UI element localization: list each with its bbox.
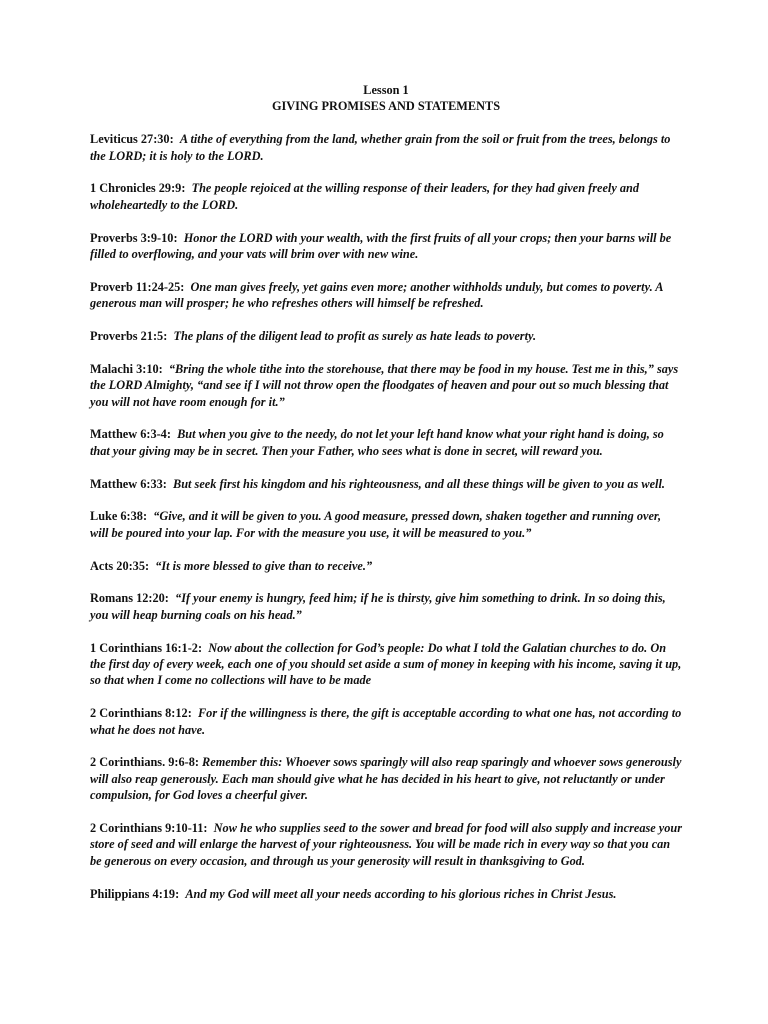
verse-item <box>90 754 682 803</box>
verse-text: But when you give to the needy, do not let your left hand know what your right hand is doing, so that your giving may be in secret. Then your Father, who sees what is done in secret, will reward you. <box>90 427 664 458</box>
verse-reference: 2 Corinthians. 9:6-8: <box>90 755 199 770</box>
document-header <box>90 82 682 115</box>
verse-reference: Matthew 6:3-4: <box>90 427 171 442</box>
verse-text: One man gives freely, yet gains even more; another withholds unduly, but comes to poverty. A generous man will prosper; he who refreshes others will himself be refreshed. <box>90 279 663 311</box>
verse-item <box>90 886 682 902</box>
verse-text: Now about the collection for God’s people: Do what I told the Galatian churches to do. On the first day of every week, each one of you should set aside a sum of money in keeping with his income, saving it up, so that when I come no collections will have to be made <box>90 640 682 688</box>
document-page <box>90 82 682 918</box>
verse-reference: Malachi 3:10: <box>90 361 163 376</box>
verse-reference: 1 Corinthians 16:1-2: <box>90 640 203 655</box>
verse-text: The people rejoiced at the willing response of their leaders, for they had given freely and wholeheartedly to the LORD. <box>90 181 640 212</box>
lesson-label: Lesson 1 <box>363 83 409 97</box>
verse-reference: 2 Corinthians 9:10-11: <box>90 821 208 836</box>
verse-reference: Acts 20:35: <box>90 558 150 573</box>
verse-reference: Matthew 6:33: <box>90 476 167 491</box>
verse-reference: Philippians 4:19: <box>90 886 180 901</box>
verse-reference: 1 Chronicles 29:9: <box>90 181 186 196</box>
verse-reference: Proverbs 21:5: <box>90 329 168 344</box>
verse-item <box>90 230 682 263</box>
verse-item <box>90 558 682 574</box>
verse-text: A tithe of everything from the land, whether grain from the soil or fruit from the trees, belongs to the LORD; it is holy to the LORD. <box>90 132 671 163</box>
verse-item <box>90 590 682 623</box>
verse-reference: Proverb 11:24-25: <box>90 279 185 294</box>
verse-text: “Bring the whole tithe into the storehouse, that there may be food in my house. Test me in this,” says the LORD Almighty, “and see if I will not throw open the floodgates of heaven and pour out so much blessing that you will not have room enough for it.” <box>90 361 679 409</box>
verse-item <box>90 705 682 738</box>
verse-item <box>90 361 682 410</box>
verse-text: For if the willingness is there, the gift is acceptable according to what one has, not according to what he does not have. <box>90 706 682 737</box>
verse-text: Remember this: Whoever sows sparingly will also reap sparingly and whoever sows generously will also reap generously. Each man should give what he has decided in his heart to give, not reluctantly or under compulsion, for God loves a cheerful giver. <box>90 755 682 803</box>
verse-item <box>90 508 682 541</box>
verse-text: “Give, and it will be given to you. A good measure, pressed down, shaken together and running over, will be poured into your lap. For with the measure you use, it will be measured to you.” <box>90 509 662 540</box>
verse-item <box>90 640 682 689</box>
verse-text: And my God will meet all your needs according to his glorious riches in Christ Jesus. <box>185 886 617 901</box>
verse-text: Now he who supplies seed to the sower and bread for food will also supply and increase your store of seed and will enlarge the harvest of your righteousness. You will be made rich in every way so that you can be generous on every occasion, and through us your generosity will result in thanksgiving to God. <box>90 821 683 868</box>
verse-reference: Romans 12:20: <box>90 591 169 606</box>
verse-text: “It is more blessed to give than to receive.” <box>155 558 373 573</box>
page-title: GIVING PROMISES AND STATEMENTS <box>271 99 501 114</box>
verse-text: “If your enemy is hungry, feed him; if he is thirsty, give him something to drink. In so doing this, you will heap burning coals on his head.” <box>90 591 666 622</box>
verse-item <box>90 476 682 492</box>
verse-reference: Leviticus 27:30: <box>90 132 174 147</box>
verse-item <box>90 328 682 344</box>
verse-item <box>90 426 682 459</box>
verse-reference: Proverbs 3:9-10: <box>90 230 178 245</box>
verse-reference: Luke 6:38: <box>90 509 148 524</box>
verse-item <box>90 820 682 869</box>
verse-text: Honor the LORD with your wealth, with the first fruits of all your crops; then your barns will be filled to overflowing, and your vats will brim over with new wine. <box>90 230 672 262</box>
verse-item <box>90 180 682 213</box>
verse-text: But seek first his kingdom and his righteousness, and all these things will be given to you as well. <box>173 476 665 491</box>
verse-reference: 2 Corinthians 8:12: <box>90 706 192 721</box>
verse-text: The plans of the diligent lead to profit as surely as hate leads to poverty. <box>173 329 537 344</box>
verse-item <box>90 131 682 164</box>
verse-item <box>90 279 682 312</box>
